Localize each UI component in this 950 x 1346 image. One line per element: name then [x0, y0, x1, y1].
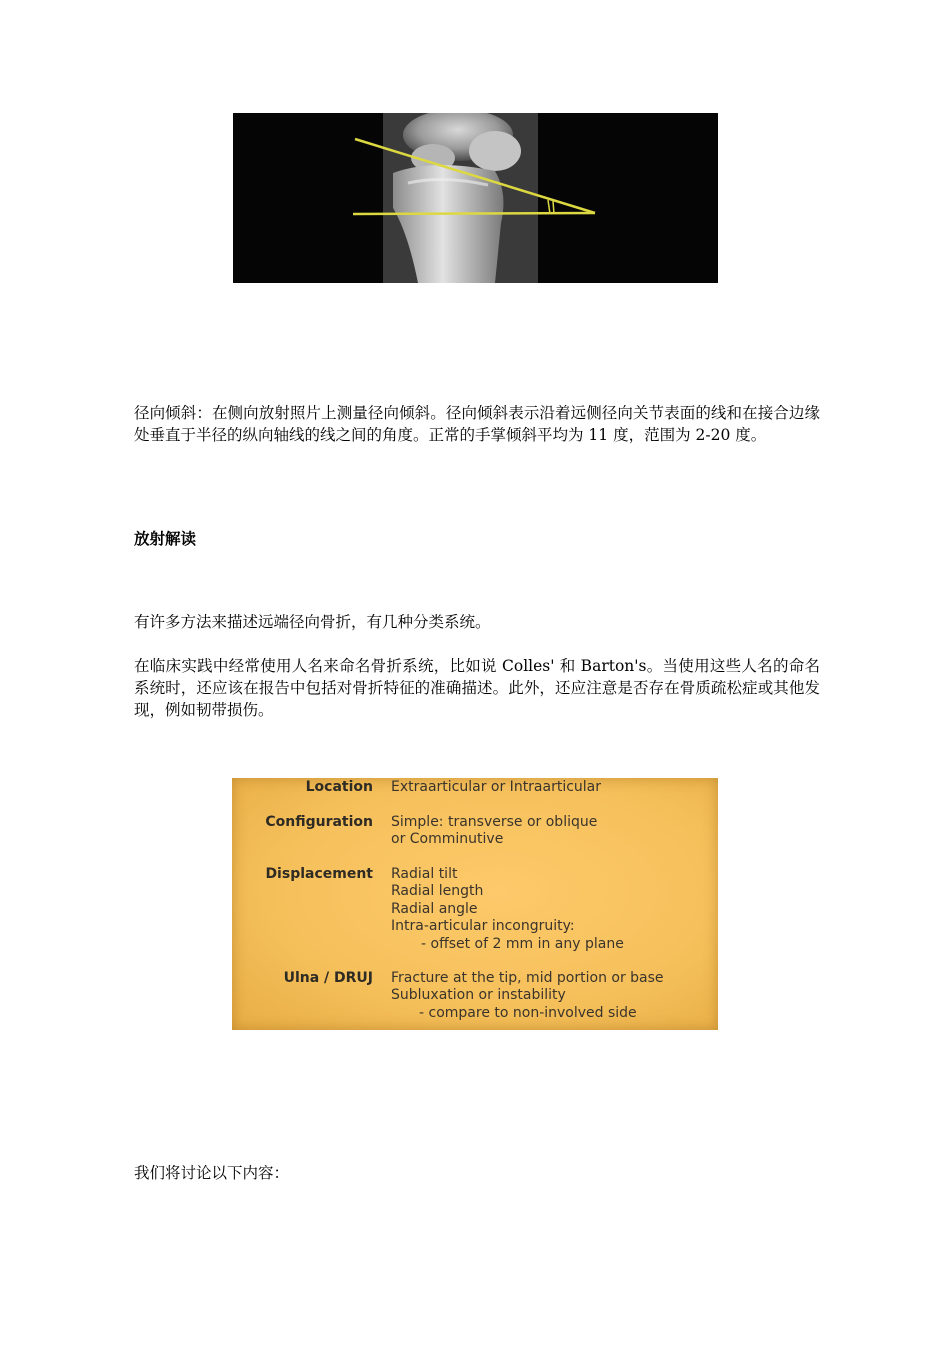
- eponym-paragraph: 在临床实践中经常使用人名来命名骨折系统，比如说 Colles' 和 Barton's。当使用这些人名的命名系统时，还应该在报告中包括对骨折特征的准确描述。此外，还应注意是否存在骨质疏松症或其他发现，例如韧带损伤。: [134, 657, 820, 719]
- perpendicular-axis-line: [353, 213, 595, 214]
- radial-tilt-paragraph: 径向倾斜：在侧向放射照片上测量径向倾斜。径向倾斜表示沿着远侧径向关节表面的线和在接合边缘处垂直于半径的纵向轴线的线之间的角度。正常的手掌倾斜平均为 11 度，范围为 2-20 度。: [134, 404, 820, 444]
- classification-table: [232, 778, 718, 1030]
- intro-paragraph: 有许多方法来描述远端径向骨折，有几种分类系统。: [134, 613, 491, 631]
- row-label: Displacement: [265, 866, 373, 882]
- row-value: - offset of 2 mm in any plane: [421, 935, 624, 952]
- xray-figure: [233, 113, 718, 283]
- row-value: Intra-articular incongruity:: [391, 918, 575, 935]
- row-label: Location: [305, 779, 373, 795]
- row-value: Radial angle: [391, 900, 478, 917]
- xray-wrist-image: [233, 113, 718, 283]
- row-value: Fracture at the tip, mid portion or base: [391, 970, 664, 986]
- row-value: Radial length: [391, 883, 484, 900]
- row-label: Configuration: [265, 814, 373, 830]
- section-heading: 放射解读: [134, 529, 197, 548]
- row-value: or Comminutive: [391, 831, 504, 848]
- row-value: Radial tilt: [391, 866, 458, 882]
- row-value: Simple: transverse or oblique: [391, 814, 598, 830]
- discuss-paragraph: 我们将讨论以下内容：: [134, 1164, 290, 1182]
- row-value: - compare to non-involved side: [419, 1004, 637, 1021]
- row-value: Extraarticular or Intraarticular: [391, 779, 602, 795]
- row-label: Ulna / DRUJ: [283, 970, 373, 986]
- row-value: Subluxation or instability: [391, 987, 566, 1004]
